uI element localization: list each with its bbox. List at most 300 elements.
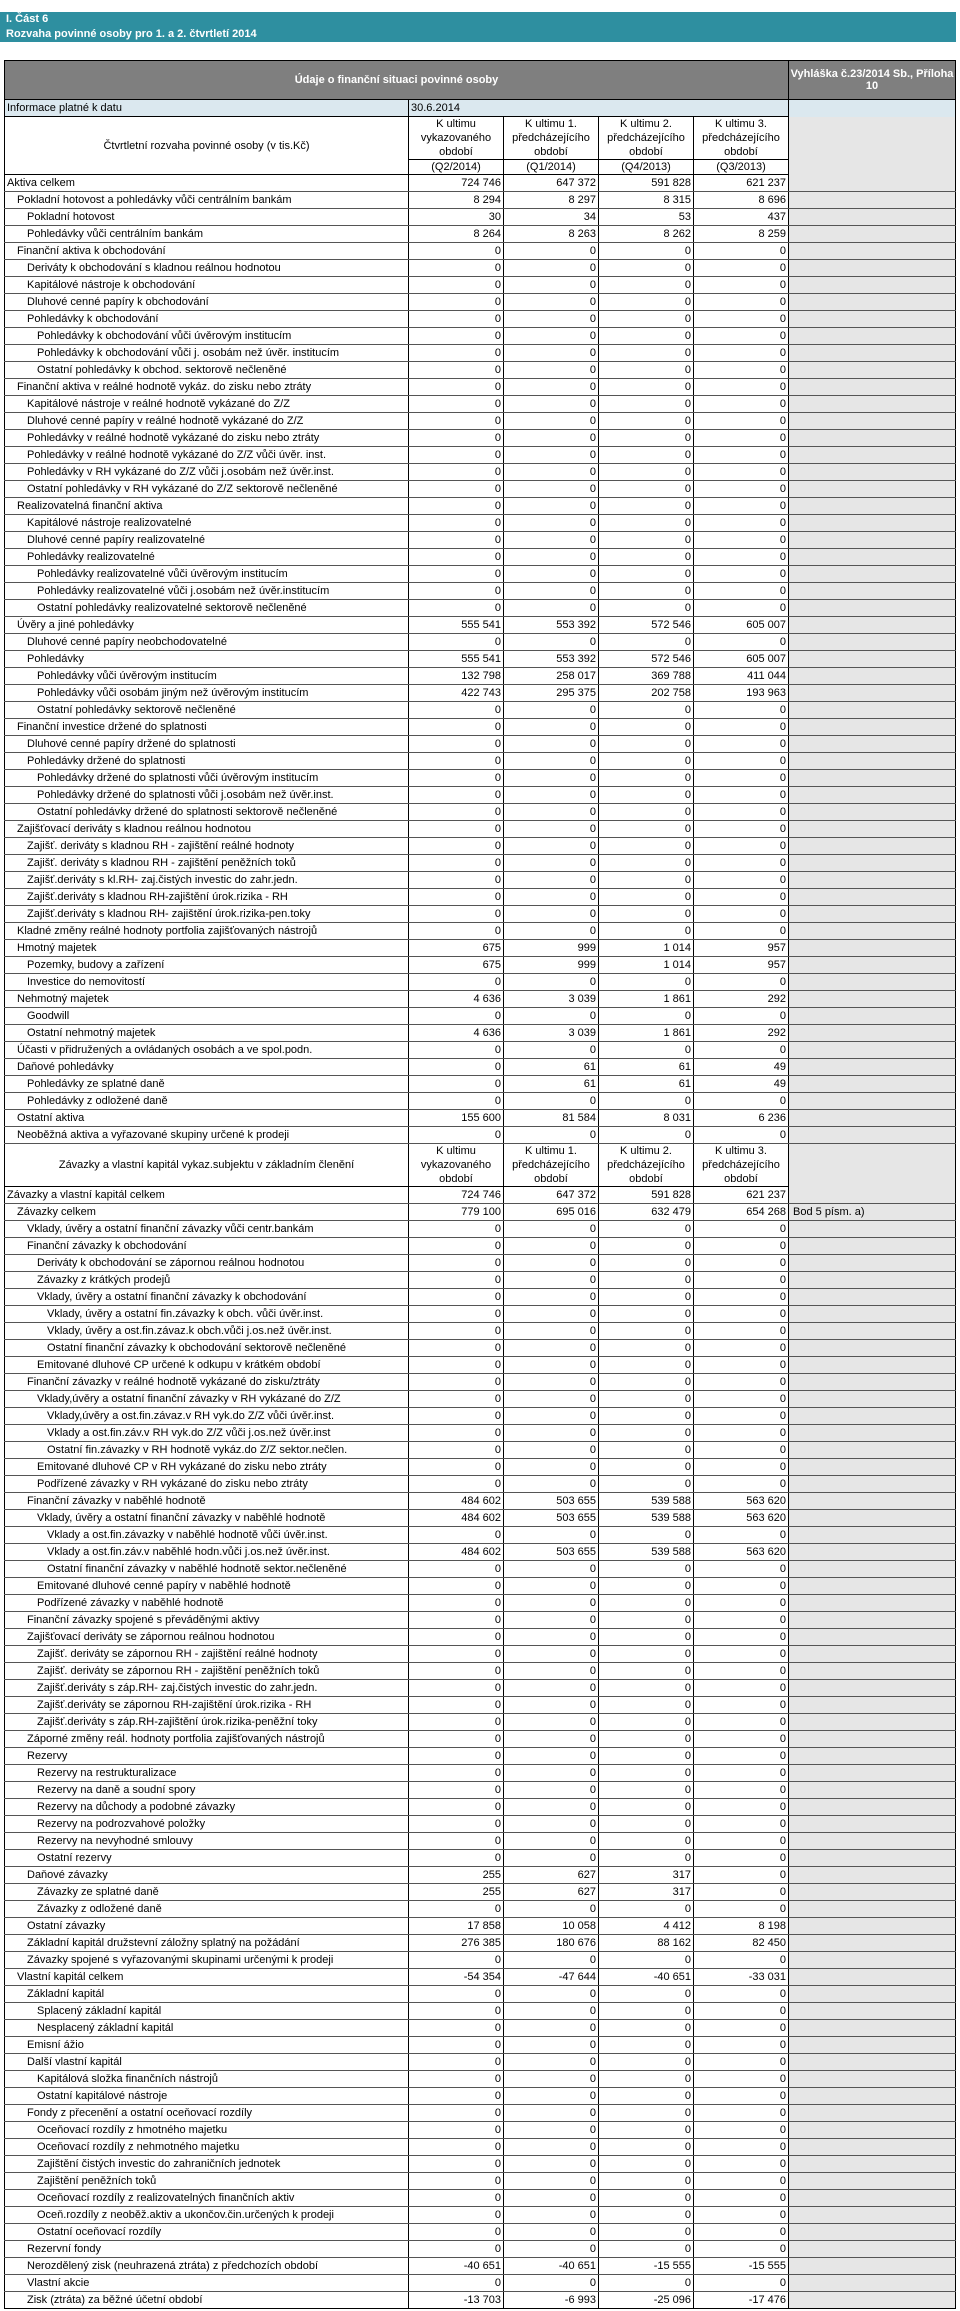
row-label: Pohledávky držené do splatnosti vůči j.osobám než úvěr.inst.	[5, 787, 409, 804]
row-value: 0	[599, 413, 694, 430]
row-value: 553 392	[504, 617, 599, 634]
row-value: 0	[504, 1221, 599, 1238]
row-value: 0	[409, 1629, 504, 1646]
table-row	[5, 736, 956, 753]
row-value: 0	[694, 1782, 789, 1799]
row-value: 0	[599, 294, 694, 311]
row-value: 0	[504, 1731, 599, 1748]
row-value: 0	[409, 974, 504, 991]
row-value: 0	[409, 1748, 504, 1765]
row-value: 0	[504, 753, 599, 770]
row-label: Investice do nemovitostí	[5, 974, 409, 991]
row-label: Realizovatelná finanční aktiva	[5, 498, 409, 515]
row-value: 0	[504, 2105, 599, 2122]
side-column	[789, 243, 956, 260]
row-value: 0	[599, 770, 694, 787]
row-value: 0	[409, 2275, 504, 2292]
row-value: 0	[599, 566, 694, 583]
row-value: 1 861	[599, 1025, 694, 1042]
row-value: 0	[694, 1391, 789, 1408]
row-value: 0	[409, 1680, 504, 1697]
row-value: 0	[504, 2122, 599, 2139]
row-value: 0	[599, 2241, 694, 2258]
row-label: Dluhové cenné papíry k obchodování	[5, 294, 409, 311]
row-value: -15 555	[694, 2258, 789, 2275]
side-column	[789, 1272, 956, 1289]
side-column	[789, 413, 956, 430]
row-value: 8 315	[599, 192, 694, 209]
row-value: 0	[504, 1042, 599, 1059]
row-value: 0	[409, 804, 504, 821]
row-value: 0	[409, 481, 504, 498]
row-value: 553 392	[504, 651, 599, 668]
row-value: 0	[694, 1255, 789, 1272]
row-value: 0	[409, 2020, 504, 2037]
table-row	[5, 2292, 956, 2309]
row-value: 0	[694, 1714, 789, 1731]
row-value: 276 385	[409, 1935, 504, 1952]
row-label: Dluhové cenné papíry držené do splatnosti	[5, 736, 409, 753]
row-value: 0	[694, 498, 789, 515]
row-value: 0	[504, 1663, 599, 1680]
row-value: 563 620	[694, 1510, 789, 1527]
row-value: 605 007	[694, 651, 789, 668]
row-label: Další vlastní kapitál	[5, 2054, 409, 2071]
side-column	[789, 957, 956, 974]
side-column	[789, 1144, 956, 1187]
row-value: 0	[694, 1561, 789, 1578]
row-value: 0	[694, 549, 789, 566]
row-value: 0	[694, 464, 789, 481]
row-value: 675	[409, 957, 504, 974]
row-value: 0	[409, 2173, 504, 2190]
table-row	[5, 1595, 956, 1612]
row-value: 0	[504, 1357, 599, 1374]
row-label: Pohledávky	[5, 651, 409, 668]
row-value: 0	[504, 515, 599, 532]
side-column	[789, 719, 956, 736]
table-row	[5, 1935, 956, 1952]
table-row	[5, 1561, 956, 1578]
row-value: 0	[504, 1578, 599, 1595]
row-value: 724 746	[409, 1187, 504, 1204]
row-value: 0	[504, 2207, 599, 2224]
row-value: 0	[409, 2003, 504, 2020]
side-column	[789, 1025, 956, 1042]
side-column	[789, 1238, 956, 1255]
row-label: Pohledávky realizovatelné vůči úvěrovým institucím	[5, 566, 409, 583]
row-value: 0	[409, 1442, 504, 1459]
row-value: 0	[409, 1459, 504, 1476]
row-label: Daňové závazky	[5, 1867, 409, 1884]
side-column	[789, 2037, 956, 2054]
side-column	[789, 1391, 956, 1408]
row-value: 0	[599, 1799, 694, 1816]
row-value: 0	[409, 396, 504, 413]
row-value: 0	[504, 260, 599, 277]
row-value: 0	[599, 243, 694, 260]
column-header-q1: K ultimu 1. předcházejícího období	[504, 117, 599, 160]
side-column	[789, 855, 956, 872]
row-value: 0	[504, 1323, 599, 1340]
side-column	[789, 787, 956, 804]
row-label: Finanční závazky k obchodování	[5, 1238, 409, 1255]
row-value: 258 017	[504, 668, 599, 685]
row-value: 0	[694, 2020, 789, 2037]
table-row	[5, 260, 956, 277]
row-value: 0	[409, 566, 504, 583]
row-label: Finanční závazky v reálné hodnotě vykázané do zisku/ztráty	[5, 1374, 409, 1391]
row-value: 0	[599, 328, 694, 345]
row-label: Ostatní pohledávky k obchod. sektorově nečleněné	[5, 362, 409, 379]
row-value: 0	[599, 2173, 694, 2190]
row-value: 0	[599, 1442, 694, 1459]
row-value: -17 476	[694, 2292, 789, 2309]
row-label: Kapitálové nástroje v reálné hodnotě vykázané do Z/Z	[5, 396, 409, 413]
row-value: 0	[694, 1986, 789, 2003]
side-column	[789, 464, 956, 481]
side-column	[789, 2071, 956, 2088]
row-value: 563 620	[694, 1544, 789, 1561]
row-label: Závazky z odložené daně	[5, 1901, 409, 1918]
row-value: 0	[599, 1612, 694, 1629]
row-value: 0	[694, 600, 789, 617]
row-value: 202 758	[599, 685, 694, 702]
row-value: 0	[599, 1629, 694, 1646]
row-label: Oceňovací rozdíly z nehmotného majetku	[5, 2139, 409, 2156]
row-value: 0	[409, 2105, 504, 2122]
table-row	[5, 991, 956, 1008]
table-row	[5, 294, 956, 311]
row-label: Zisk (ztráta) za běžné účetní období	[5, 2292, 409, 2309]
row-value: 0	[599, 2275, 694, 2292]
row-label: Ostatní oceňovací rozdíly	[5, 2224, 409, 2241]
row-value: 180 676	[504, 1935, 599, 1952]
side-column	[789, 736, 956, 753]
row-value: 0	[599, 515, 694, 532]
row-value: 8 264	[409, 226, 504, 243]
side-column	[789, 1408, 956, 1425]
row-value: 8 259	[694, 226, 789, 243]
row-value: 0	[694, 1901, 789, 1918]
row-value: 0	[409, 1527, 504, 1544]
side-column	[789, 1663, 956, 1680]
side-column	[789, 1731, 956, 1748]
balance-sheet-table	[4, 60, 956, 2309]
table-row	[5, 2207, 956, 2224]
row-label: Zajištění peněžních toků	[5, 2173, 409, 2190]
row-value: 0	[599, 702, 694, 719]
row-value: 0	[409, 1646, 504, 1663]
row-value: 0	[599, 1833, 694, 1850]
side-column	[789, 396, 956, 413]
row-value: 0	[409, 464, 504, 481]
side-column	[789, 1076, 956, 1093]
row-value: 0	[599, 481, 694, 498]
row-value: 675	[409, 940, 504, 957]
row-value: 0	[409, 2241, 504, 2258]
table-row	[5, 1544, 956, 1561]
row-value: 34	[504, 209, 599, 226]
row-value: 0	[599, 1901, 694, 1918]
side-column	[789, 1799, 956, 1816]
row-label: Základní kapitál družstevní záložny splatný na požádání	[5, 1935, 409, 1952]
row-label: Zajišť.deriváty s záp.RH-zajištění úrok.rizika-peněžní toky	[5, 1714, 409, 1731]
row-value: 0	[694, 1731, 789, 1748]
row-value: 0	[694, 2088, 789, 2105]
table-row	[5, 1748, 956, 1765]
period-label-q2: (Q2/2014)	[409, 160, 504, 175]
side-column	[789, 1629, 956, 1646]
row-value: 0	[409, 362, 504, 379]
row-value: 0	[599, 1646, 694, 1663]
side-column	[789, 583, 956, 600]
row-label: Rezervy	[5, 1748, 409, 1765]
table-row	[5, 2037, 956, 2054]
row-value: 0	[694, 1595, 789, 1612]
row-value: 0	[409, 753, 504, 770]
table-row	[5, 1374, 956, 1391]
side-column	[789, 1901, 956, 1918]
row-value: 0	[409, 1076, 504, 1093]
table-row	[5, 277, 956, 294]
row-value: 0	[599, 1663, 694, 1680]
row-label: Pohledávky k obchodování vůči j. osobám než úvěr. institucím	[5, 345, 409, 362]
row-value: 0	[694, 1952, 789, 1969]
row-value: 555 541	[409, 617, 504, 634]
row-value: 0	[599, 634, 694, 651]
table-row	[5, 192, 956, 209]
row-value: 0	[599, 1578, 694, 1595]
table-row	[5, 328, 956, 345]
row-label: Vlastní akcie	[5, 2275, 409, 2292]
row-value: 0	[504, 1782, 599, 1799]
row-value: 0	[409, 1042, 504, 1059]
row-value: 0	[504, 277, 599, 294]
side-column	[789, 209, 956, 226]
row-value: 0	[694, 702, 789, 719]
row-label: Ostatní pohledávky sektorově nečleněné	[5, 702, 409, 719]
table-row	[5, 753, 956, 770]
row-value: 0	[409, 1323, 504, 1340]
row-label: Závazky z krátkých prodejů	[5, 1272, 409, 1289]
row-value: 647 372	[504, 1187, 599, 1204]
row-value: 0	[599, 1595, 694, 1612]
row-value: 0	[599, 1340, 694, 1357]
row-value: 8 263	[504, 226, 599, 243]
row-label: Zajišť. deriváty s kladnou RH - zajištění peněžních toků	[5, 855, 409, 872]
row-value: 0	[694, 413, 789, 430]
row-value: 0	[504, 447, 599, 464]
row-value: 0	[504, 1901, 599, 1918]
row-value: 0	[599, 2190, 694, 2207]
row-label: Hmotný majetek	[5, 940, 409, 957]
row-value: 1 014	[599, 957, 694, 974]
table-row	[5, 821, 956, 838]
table-row	[5, 1110, 956, 1127]
row-value: 0	[694, 447, 789, 464]
row-value: 49	[694, 1076, 789, 1093]
table-row	[5, 2275, 956, 2292]
row-label: Rezervy na důchody a podobné závazky	[5, 1799, 409, 1816]
assets-table-label: Čtvrtletní rozvaha povinné osoby (v tis.Kč)	[5, 117, 409, 175]
row-value: 0	[504, 1952, 599, 1969]
side-column	[789, 1952, 956, 1969]
side-column	[789, 2122, 956, 2139]
row-value: 0	[409, 2122, 504, 2139]
row-value: 0	[694, 1289, 789, 1306]
column-header-q2: K ultimu vykazovaného období	[409, 117, 504, 160]
row-label: Pohledávky držené do splatnosti vůči úvěrovým institucím	[5, 770, 409, 787]
table-row	[5, 1510, 956, 1527]
row-value: 8 297	[504, 192, 599, 209]
row-value: 0	[504, 2224, 599, 2241]
row-value: -6 993	[504, 2292, 599, 2309]
row-value: 0	[409, 515, 504, 532]
row-value: 0	[694, 1833, 789, 1850]
row-value: 0	[599, 2054, 694, 2071]
side-column	[789, 328, 956, 345]
row-value: 0	[504, 1306, 599, 1323]
row-value: 0	[409, 345, 504, 362]
table-row	[5, 362, 956, 379]
row-value: 0	[694, 1127, 789, 1144]
table-row	[5, 1646, 956, 1663]
row-value: 0	[599, 906, 694, 923]
table-row	[5, 906, 956, 923]
liabilities-table-label: Závazky a vlastní kapitál vykaz.subjektu v základním členění	[5, 1144, 409, 1187]
row-value: 0	[599, 1765, 694, 1782]
row-value: 0	[694, 1697, 789, 1714]
row-value: 88 162	[599, 1935, 694, 1952]
row-value: 0	[599, 1952, 694, 1969]
row-value: 0	[599, 2071, 694, 2088]
row-value: 0	[504, 396, 599, 413]
side-column	[789, 1255, 956, 1272]
row-label: Pohledávky z odložené daně	[5, 1093, 409, 1110]
side-column	[789, 532, 956, 549]
table-row	[5, 1204, 956, 1221]
row-value: 132 798	[409, 668, 504, 685]
row-value: 8 198	[694, 1918, 789, 1935]
table-row	[5, 1816, 956, 1833]
row-value: 0	[409, 311, 504, 328]
row-value: 0	[409, 1340, 504, 1357]
annex-reference: Vyhláška č.23/2014 Sb., Příloha 10	[789, 61, 956, 100]
row-value: 0	[409, 1561, 504, 1578]
row-label: Emitované dluhové CP určené k odkupu v krátkém období	[5, 1357, 409, 1374]
row-value: 0	[504, 1459, 599, 1476]
row-value: 0	[504, 481, 599, 498]
table-row	[5, 787, 956, 804]
row-value: 0	[409, 1476, 504, 1493]
row-label: Vlastní kapitál celkem	[5, 1969, 409, 1986]
table-row	[5, 2054, 956, 2071]
side-column	[789, 192, 956, 209]
row-label: Deriváty k obchodování s kladnou reálnou hodnotou	[5, 260, 409, 277]
row-value: 8 031	[599, 1110, 694, 1127]
row-value: 0	[409, 413, 504, 430]
row-value: -40 651	[599, 1969, 694, 1986]
row-value: 0	[504, 1680, 599, 1697]
row-value: 0	[504, 1391, 599, 1408]
row-value: 0	[694, 566, 789, 583]
row-value: 0	[504, 243, 599, 260]
row-value: 621 237	[694, 1187, 789, 1204]
table-row	[5, 889, 956, 906]
row-label: Pohledávky v reálné hodnotě vykázané do zisku nebo ztráty	[5, 430, 409, 447]
row-value: 0	[694, 2003, 789, 2020]
row-value: 0	[694, 277, 789, 294]
row-value: 0	[599, 1408, 694, 1425]
row-label: Finanční aktiva v reálné hodnotě vykáz. do zisku nebo ztráty	[5, 379, 409, 396]
row-label: Pokladní hotovost a pohledávky vůči centrálním bankám	[5, 192, 409, 209]
row-value: 0	[694, 2275, 789, 2292]
row-value: 0	[409, 379, 504, 396]
row-label: Pozemky, budovy a zařízení	[5, 957, 409, 974]
row-value: 0	[694, 1340, 789, 1357]
table-row	[5, 1884, 956, 1901]
table-row	[5, 1340, 956, 1357]
row-value: 0	[504, 1986, 599, 2003]
table-row	[5, 1442, 956, 1459]
row-value: 0	[694, 1612, 789, 1629]
side-column	[789, 2156, 956, 2173]
side-column	[789, 1093, 956, 1110]
row-value: 539 588	[599, 1510, 694, 1527]
table-row	[5, 1357, 956, 1374]
side-column	[789, 1510, 956, 1527]
row-value: 957	[694, 940, 789, 957]
row-value: 0	[599, 1816, 694, 1833]
row-label: Závazky a vlastní kapitál celkem	[5, 1187, 409, 1204]
row-value: 0	[599, 821, 694, 838]
row-value: 0	[504, 1289, 599, 1306]
row-value: 0	[599, 889, 694, 906]
row-value: 0	[694, 294, 789, 311]
row-value: 0	[504, 1595, 599, 1612]
side-column	[789, 1527, 956, 1544]
row-value: 0	[409, 2224, 504, 2241]
table-row	[5, 396, 956, 413]
side-column	[789, 549, 956, 566]
row-label: Oceňovací rozdíly z hmotného majetku	[5, 2122, 409, 2139]
table-row	[5, 1680, 956, 1697]
row-value: 591 828	[599, 175, 694, 192]
table-row	[5, 2020, 956, 2037]
table-row	[5, 1612, 956, 1629]
row-value: 0	[504, 1714, 599, 1731]
row-value: 0	[504, 770, 599, 787]
row-label: Ostatní pohledávky realizovatelné sektorově nečleněné	[5, 600, 409, 617]
row-label: Ostatní závazky	[5, 1918, 409, 1935]
row-value: 0	[599, 1850, 694, 1867]
row-value: 0	[694, 804, 789, 821]
side-column	[789, 2207, 956, 2224]
row-value: 295 375	[504, 685, 599, 702]
side-column	[789, 117, 956, 175]
table-row	[5, 872, 956, 889]
row-value: 0	[409, 1374, 504, 1391]
row-value: 0	[694, 1272, 789, 1289]
row-value: 0	[409, 1799, 504, 1816]
row-value: 255	[409, 1867, 504, 1884]
row-value: 0	[409, 2071, 504, 2088]
row-label: Vklady, úvěry a ostatní finanční závazky k obchodování	[5, 1289, 409, 1306]
row-value: 0	[599, 1255, 694, 1272]
row-value: 0	[694, 1442, 789, 1459]
table-row	[5, 668, 956, 685]
